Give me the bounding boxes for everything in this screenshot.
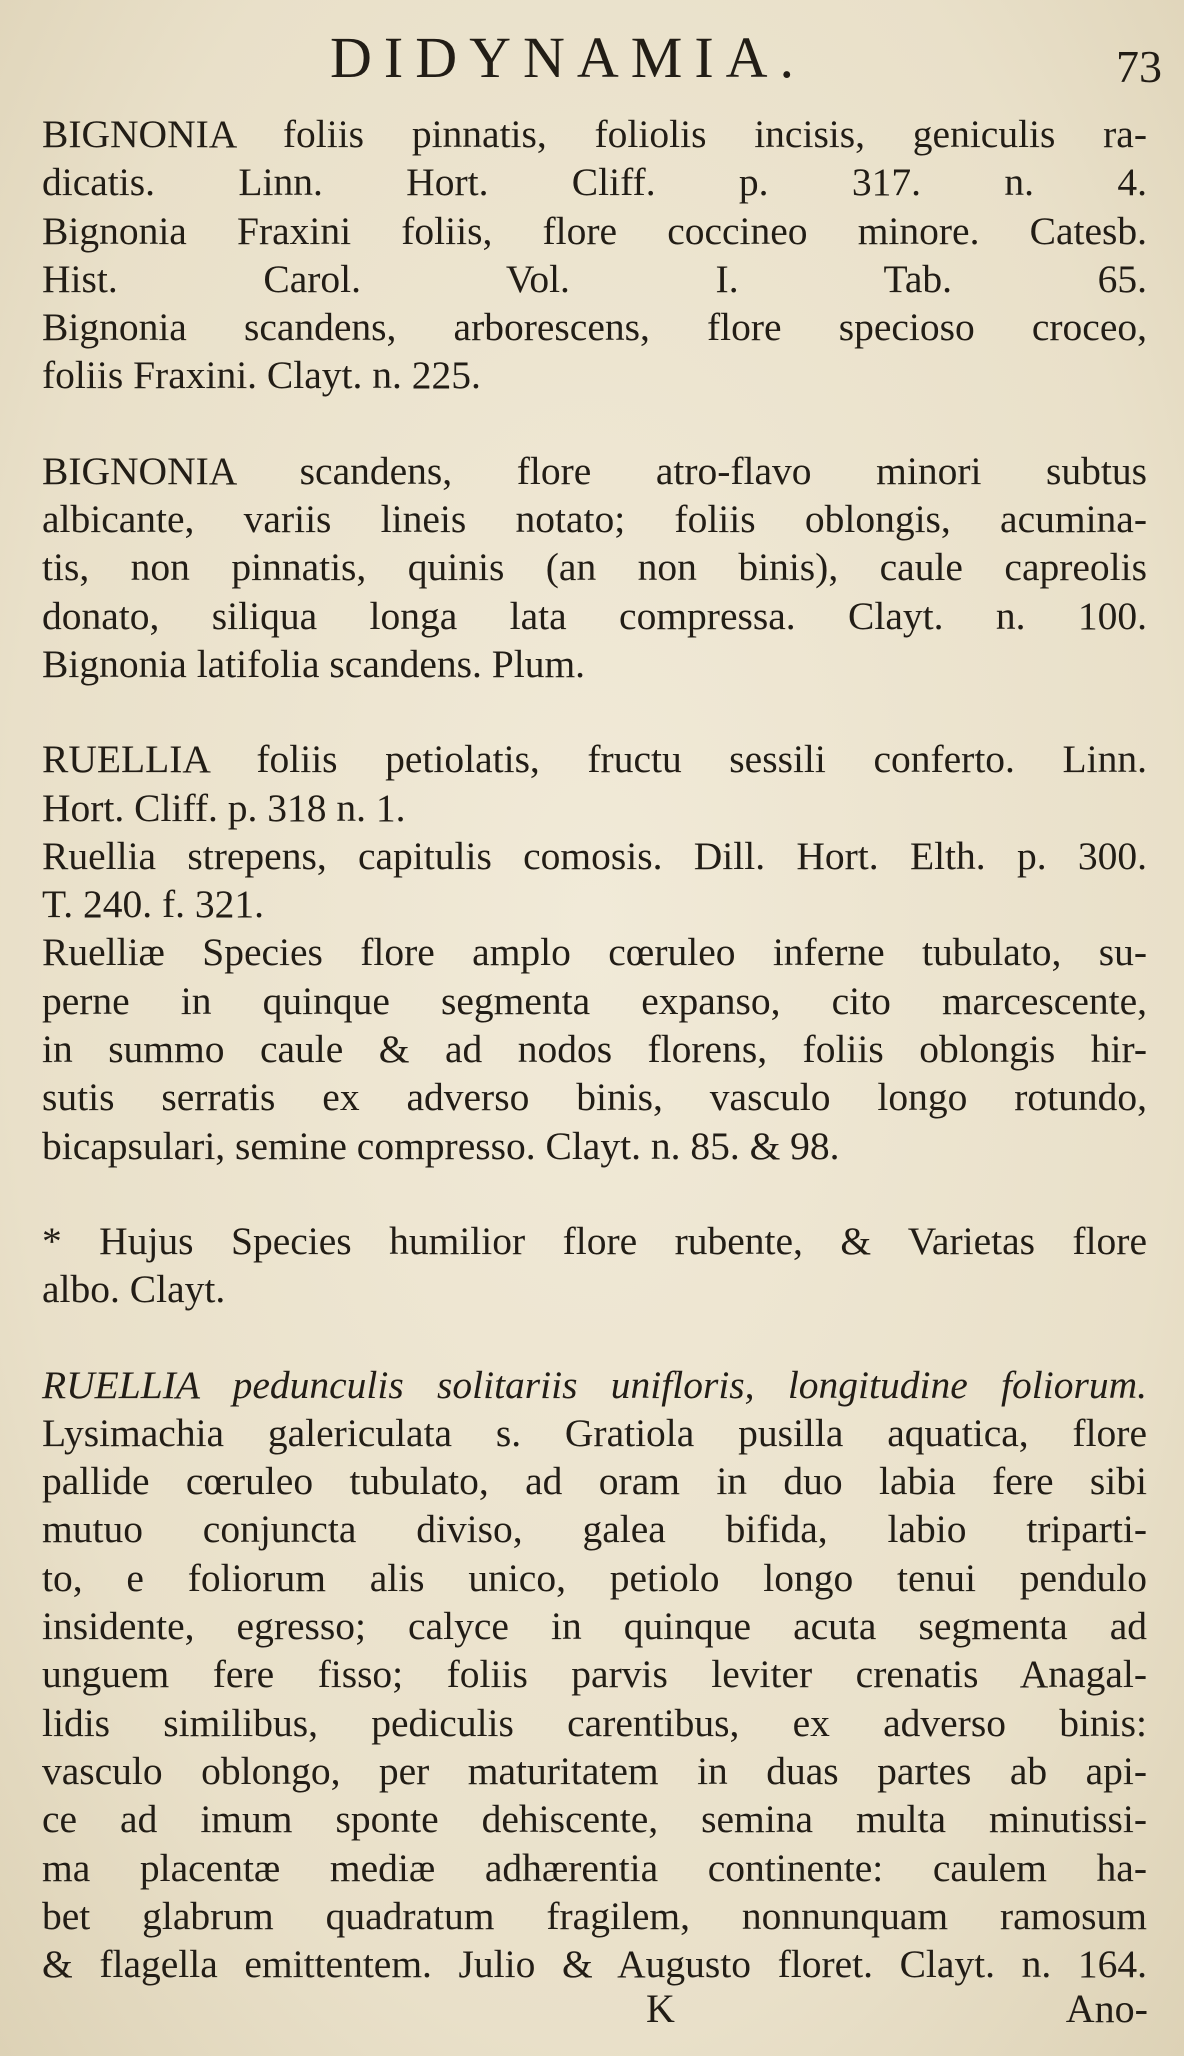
text-line: Lysimachia galericulata s. Gratiola pusilla aquatica, flore bbox=[42, 1410, 1147, 1455]
text-line: Ruelliæ Species flore amplo cœruleo inferne tubulato, su- bbox=[42, 930, 1147, 975]
text-line: Hort. Cliff. p. 318 n. 1. bbox=[42, 785, 406, 830]
entry-note-hujus bbox=[42, 1217, 1147, 1314]
page-body bbox=[42, 110, 1147, 2035]
text-line: donato, siliqua longa lata compressa. Clayt. n. 100. bbox=[42, 593, 1147, 638]
text-line: Bignonia scandens, arborescens, flore specioso croceo, bbox=[42, 305, 1147, 350]
page-header bbox=[0, 18, 1184, 98]
text-line: insidente, egresso; calyce in quinque acuta segmenta ad bbox=[42, 1604, 1147, 1649]
page-number: 73 bbox=[1116, 41, 1162, 92]
text-line: vasculo oblongo, per maturitatem in duas partes ab api- bbox=[42, 1748, 1147, 1793]
text-line: * Hujus Species humilior flore rubente, & Varietas flore bbox=[42, 1218, 1147, 1263]
catchword: Ano- bbox=[1065, 1986, 1148, 2031]
text-line: BIGNONIA scandens, flore atro-flavo minori subtus bbox=[42, 448, 1147, 493]
text-line: Ruellia strepens, capitulis comosis. Dill. Hort. Elth. p. 300. bbox=[42, 833, 1147, 878]
page-footer bbox=[0, 1985, 1184, 2045]
text-line: Bignonia Fraxini foliis, flore coccineo minore. Catesb. bbox=[42, 208, 1147, 253]
text-line: lidis similibus, pediculis carentibus, ex adverso binis: bbox=[42, 1700, 1147, 1745]
text-line: RUELLIA pedunculis solitariis unifloris, longitudine foliorum. bbox=[42, 1362, 1147, 1407]
text-line: T. 240. f. 321. bbox=[42, 882, 264, 927]
entry-bignonia-pinnatis bbox=[42, 110, 1147, 400]
signature-mark: K bbox=[646, 1986, 675, 2031]
text-line: sutis serratis ex adverso binis, vasculo longo rotundo, bbox=[42, 1075, 1147, 1120]
text-line: to, e foliorum alis unico, petiolo longo tenui pendulo bbox=[42, 1555, 1147, 1600]
text-line: tis, non pinnatis, quinis (an non binis), caule capreolis bbox=[42, 545, 1147, 590]
text-line: RUELLIA foliis petiolatis, fructu sessili conferto. Linn. bbox=[42, 737, 1147, 782]
text-line: bicapsulari, semine compresso. Clayt. n. 85. & 98. bbox=[42, 1123, 840, 1168]
text-line: ce ad imum sponte dehiscente, semina multa minutissi- bbox=[42, 1797, 1147, 1842]
entry-ruellia-petiolatis bbox=[42, 735, 1147, 1170]
entry-bignonia-scandens bbox=[42, 447, 1147, 688]
text-line: bet glabrum quadratum fragilem, nonnunquam ramosum bbox=[42, 1893, 1147, 1938]
entry-ruellia-pedunculis bbox=[42, 1361, 1147, 1989]
text-line: foliis Fraxini. Clayt. n. 225. bbox=[42, 353, 481, 398]
text-line: pallide cœruleo tubulato, ad oram in duo labia fere sibi bbox=[42, 1459, 1147, 1504]
text-line: & flagella emittentem. Julio & Augusto floret. Clayt. n. 164. bbox=[42, 1942, 1147, 1987]
text-line: perne in quinque segmenta expanso, cito marcescente, bbox=[42, 978, 1147, 1023]
text-line: unguem fere fisso; foliis parvis leviter crenatis Anagal- bbox=[42, 1652, 1147, 1697]
text-line: in summo caule & ad nodos florens, foliis oblongis hir- bbox=[42, 1027, 1147, 1072]
text-line: ma placentæ mediæ adhærentia continente: caulem ha- bbox=[42, 1845, 1147, 1890]
text-line: albicante, variis lineis notato; foliis oblongis, acumina- bbox=[42, 497, 1147, 542]
text-line: Hist. Carol. Vol. I. Tab. 65. bbox=[42, 256, 1147, 301]
text-line: Bignonia latifolia scandens. Plum. bbox=[42, 641, 586, 686]
text-line: BIGNONIA foliis pinnatis, foliolis incisis, geniculis ra- bbox=[42, 112, 1147, 156]
text-line: mutuo conjuncta diviso, galea bifida, labio triparti- bbox=[42, 1507, 1147, 1552]
running-title: DIDYNAMIA. bbox=[330, 25, 807, 90]
text-line: dicatis. Linn. Hort. Cliff. p. 317. n. 4. bbox=[42, 160, 1147, 205]
text-line: albo. Clayt. bbox=[42, 1267, 226, 1312]
